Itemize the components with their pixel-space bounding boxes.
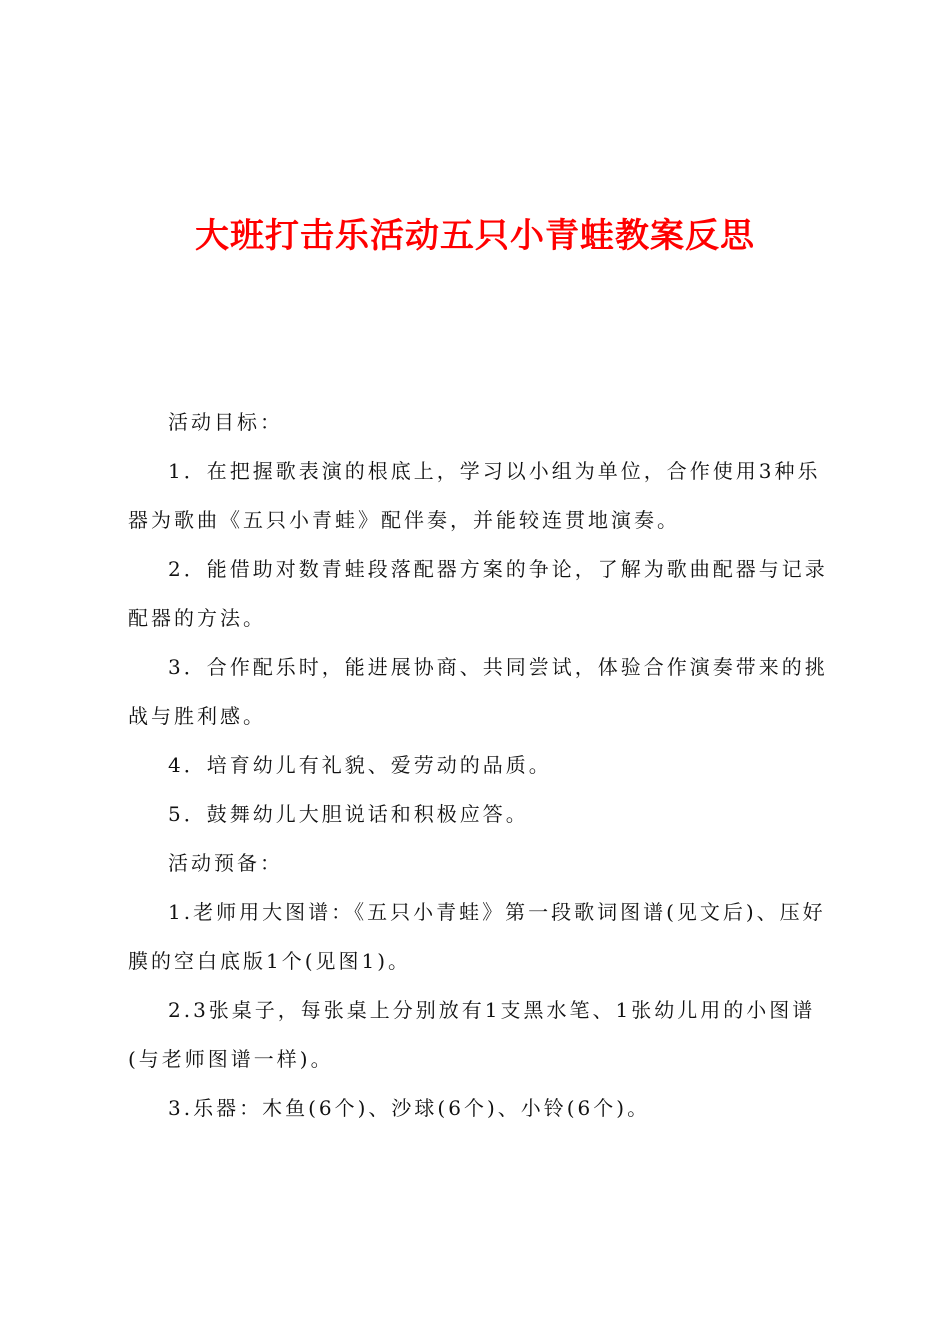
goal-item-5: 5．鼓舞幼儿大胆说话和积极应答。 bbox=[168, 802, 529, 826]
section-heading-goals: 活动目标： bbox=[168, 410, 283, 434]
section-heading-preparation: 活动预备： bbox=[168, 851, 283, 875]
preparation-item-1: 1.老师用大图谱：《五只小青蛙》第一段歌词图谱(见文后)、压好膜的空白底版1个(见图1)。 bbox=[128, 900, 826, 973]
goal-item-4: 4．培育幼儿有礼貌、爱劳动的品质。 bbox=[168, 753, 552, 777]
document-title: 大班打击乐活动五只小青蛙教案反思 bbox=[195, 216, 755, 256]
goal-item-3: 3．合作配乐时，能进展协商、共同尝试，体验合作演奏带来的挑战与胜利感。 bbox=[128, 655, 828, 728]
goal-item-1: 1．在把握歌表演的根底上，学习以小组为单位，合作使用3种乐器为歌曲《五只小青蛙》配伴奏，并能较连贯地演奏。 bbox=[128, 459, 821, 532]
preparation-item-2: 2.3张桌子，每张桌上分别放有1支黑水笔、1张幼儿用的小图谱(与老师图谱一样)。 bbox=[128, 998, 816, 1071]
preparation-item-3: 3.乐器：木鱼(6个)、沙球(6个)、小铃(6个)。 bbox=[168, 1096, 651, 1120]
goal-item-2: 2．能借助对数青蛙段落配器方案的争论，了解为歌曲配器与记录配器的方法。 bbox=[128, 557, 828, 630]
document-body bbox=[128, 398, 828, 1133]
